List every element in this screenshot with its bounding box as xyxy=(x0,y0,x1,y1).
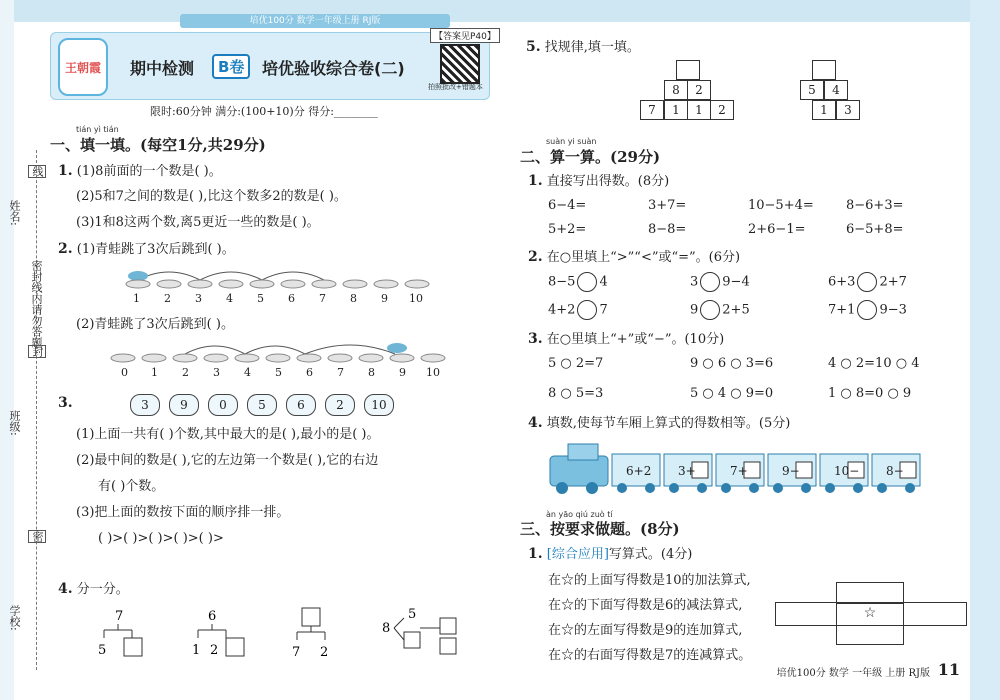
tick-label: 3 xyxy=(213,366,220,379)
lily-pad xyxy=(390,354,414,362)
s2q3-title: 在○里填上“+”或“−”。(10分) xyxy=(546,332,725,347)
tick-label: 0 xyxy=(121,366,128,379)
lily-pad xyxy=(421,354,445,362)
frog-icon xyxy=(387,343,407,353)
qr-code[interactable] xyxy=(440,44,480,84)
q3-b2: 有( )个数。 xyxy=(98,479,165,494)
pyramid-cell: 4 xyxy=(824,80,848,100)
seal-notice: 密封线内请勿答题 xyxy=(30,260,43,348)
tick-label: 2 xyxy=(182,366,189,379)
q2-a: (1)青蛙跳了3次后跳到( )。 xyxy=(76,242,235,257)
tick-label: 3 xyxy=(195,292,202,305)
wheel xyxy=(905,483,915,493)
lily-pad xyxy=(204,354,228,362)
lily-pad xyxy=(173,354,197,362)
exam-meta: 限时:60分钟 满分:(100+10)分 得分:________ xyxy=(150,105,378,118)
pyramid-cell: 1 xyxy=(664,100,688,120)
car-expression: 8− xyxy=(886,464,904,478)
left-frame xyxy=(0,0,14,700)
tick-label: 4 xyxy=(226,292,233,305)
pyramid-cell: 2 xyxy=(687,80,711,100)
tick-label: 5 xyxy=(257,292,264,305)
split-diagrams xyxy=(90,606,470,666)
lily-pad xyxy=(297,354,321,362)
wheel xyxy=(721,483,731,493)
svg-text:5: 5 xyxy=(408,607,417,622)
s3-title: 三、按要求做题。(8分) xyxy=(520,520,680,538)
answer-box-bottom[interactable] xyxy=(836,624,904,645)
number-pill: 3 xyxy=(130,394,160,416)
tick-label: 4 xyxy=(244,366,251,379)
volume-badge: B卷 xyxy=(212,54,250,79)
tick-label: 6 xyxy=(306,366,313,379)
lily-pad xyxy=(157,280,181,288)
lily-pad xyxy=(374,280,398,288)
svg-text:7: 7 xyxy=(292,645,301,660)
q3-number-pills xyxy=(130,394,394,416)
q4-title: 分一分。 xyxy=(76,582,129,597)
class-label: 班级: xyxy=(8,410,21,436)
right-frame xyxy=(970,0,1000,700)
car-expression: 10− xyxy=(834,464,860,478)
calc-item: 10−5+4= xyxy=(748,198,814,213)
s3q1-title: 写算式。(4分) xyxy=(608,547,693,562)
seal-line xyxy=(36,150,37,670)
pyramid-cell: 7 xyxy=(640,100,664,120)
q3-b: (2)最中间的数是( ),它的左边第一个数是( ),它的右边 xyxy=(76,453,379,468)
car-expression: 3+ xyxy=(678,464,696,478)
lily-pad xyxy=(126,280,150,288)
s2-title: 二、算一算。(29分) xyxy=(520,148,661,166)
wheel xyxy=(853,483,863,493)
compare-left: 7+1 xyxy=(828,302,856,318)
tick-label: 8 xyxy=(368,366,375,379)
s2q1-title: 直接写出得数。(8分) xyxy=(546,174,670,189)
wheel xyxy=(669,483,679,493)
wheel xyxy=(749,483,759,493)
compare-left: 3 xyxy=(690,274,699,290)
operator-item[interactable]: 5 ○ 2=7 xyxy=(548,356,604,371)
seal-mark-3: 密 xyxy=(28,530,46,543)
compare-right: 9−4 xyxy=(722,274,750,290)
lily-pad xyxy=(343,280,367,288)
q1-b: (2)5和7之间的数是( ),比这个数多2的数是( )。 xyxy=(76,189,347,204)
name-label: 姓名: xyxy=(8,200,21,226)
lily-pad xyxy=(359,354,383,362)
tick-label: 7 xyxy=(319,292,326,305)
wheel xyxy=(877,483,887,493)
s2q4-title: 填数,使每节车厢上算式的得数相等。(5分) xyxy=(546,416,791,431)
svg-text:8: 8 xyxy=(382,621,391,636)
compare-left: 9 xyxy=(690,302,699,318)
compare-circle[interactable] xyxy=(577,272,597,292)
s2q1-num: 1. xyxy=(528,173,543,189)
svg-text:2: 2 xyxy=(320,645,329,660)
pyramid-cell: 1 xyxy=(687,100,711,120)
lily-pad xyxy=(281,280,305,288)
tick-label: 9 xyxy=(381,292,388,305)
number-line-2 xyxy=(105,336,450,366)
q5-num: 5. xyxy=(526,39,541,55)
compare-right: 2+7 xyxy=(879,274,907,290)
svg-text:6: 6 xyxy=(208,609,217,624)
s2q2-title: 在○里填上“>”“<”或“=”。(6分) xyxy=(546,250,741,265)
calc-item: 8−6+3= xyxy=(846,198,904,213)
s3-line: 在☆的下面写得数是6的减法算式, xyxy=(548,598,743,613)
q3-order: ( )>( )>( )>( )>( )> xyxy=(98,531,224,546)
number-pill: 10 xyxy=(364,394,394,416)
number-pill: 6 xyxy=(286,394,316,416)
q5-title: 找规律,填一填。 xyxy=(544,40,640,55)
compare-circle[interactable] xyxy=(857,300,877,320)
calc-item: 3+7= xyxy=(648,198,687,213)
school-label: 学校: xyxy=(8,605,21,631)
pyramid-cell: 8 xyxy=(664,80,688,100)
tick-label: 2 xyxy=(164,292,171,305)
svg-text:5: 5 xyxy=(98,643,107,658)
tick-label: 5 xyxy=(275,366,282,379)
qr-caption: 拍照批改+错题本 xyxy=(428,83,483,91)
footer-text: 培优100分 数学 一年级 上册 RJ版 xyxy=(776,668,930,679)
operator-item[interactable]: 4 ○ 2=10 ○ 4 xyxy=(828,356,920,371)
number-pill: 0 xyxy=(208,394,238,416)
s3q1-num: 1. xyxy=(528,546,543,562)
number-pill: 2 xyxy=(325,394,355,416)
q3-a: (1)上面一共有( )个数,其中最大的是( ),最小的是( )。 xyxy=(76,427,380,442)
s3-pinyin: àn yāo qiú zuò tí xyxy=(546,510,613,519)
svg-text:1: 1 xyxy=(192,643,201,658)
lily-pad xyxy=(142,354,166,362)
pyramid-cell[interactable] xyxy=(676,60,700,80)
tick-label: 1 xyxy=(133,292,140,305)
compare-right: 7 xyxy=(599,302,608,318)
wheel xyxy=(825,483,835,493)
q3-num: 3. xyxy=(58,395,73,411)
lily-pad xyxy=(266,354,290,362)
tick-label: 10 xyxy=(409,292,423,305)
s2q3-num: 3. xyxy=(528,331,543,347)
operator-item[interactable]: 1 ○ 8=0 ○ 9 xyxy=(828,386,912,401)
calc-item: 8−8= xyxy=(648,222,687,237)
s2q2-num: 2. xyxy=(528,249,543,265)
wheel xyxy=(617,483,627,493)
q1-num: 1. xyxy=(58,163,73,179)
q4-num: 4. xyxy=(58,581,73,597)
lily-pad xyxy=(235,354,259,362)
compare-right: 4 xyxy=(599,274,608,290)
car-expression: 6+2 xyxy=(626,464,652,478)
q1-a: (1)8前面的一个数是( )。 xyxy=(76,164,222,179)
top-frame xyxy=(0,0,1000,22)
q2-num: 2. xyxy=(58,241,73,257)
tick-label: 1 xyxy=(151,366,158,379)
star-icon: ☆ xyxy=(836,602,904,624)
series-tag: 培优100分 数学一年级上册 RJ版 xyxy=(180,14,450,28)
s3-line: 在☆的上面写得数是10的加法算式, xyxy=(548,573,751,588)
compare-left: 4+2 xyxy=(548,302,576,318)
seal-mark: 线 xyxy=(28,165,46,178)
calc-item: 6−4= xyxy=(548,198,587,213)
answer-ref: 【答案见P40】 xyxy=(430,28,500,43)
svg-text:2: 2 xyxy=(210,643,219,658)
number-pill: 5 xyxy=(247,394,277,416)
operator-item[interactable]: 5 ○ 4 ○ 9=0 xyxy=(690,386,774,401)
page-number: 11 xyxy=(937,660,960,679)
compare-right: 2+5 xyxy=(722,302,750,318)
compare-circle[interactable] xyxy=(577,300,597,320)
brand-logo xyxy=(58,38,108,96)
s2q4-num: 4. xyxy=(528,415,543,431)
lily-pad xyxy=(188,280,212,288)
logo-text: 王朝霞 xyxy=(64,60,101,75)
pyramid-cell[interactable] xyxy=(812,60,836,80)
operator-item[interactable]: 8 ○ 5=3 xyxy=(548,386,604,401)
pyramid-cell: 2 xyxy=(710,100,734,120)
car-expression: 9− xyxy=(782,464,800,478)
car-expression: 7+ xyxy=(730,464,748,478)
s3-line: 在☆的左面写得数是9的连加算式, xyxy=(548,623,743,638)
compare-circle[interactable] xyxy=(700,300,720,320)
tick-label: 7 xyxy=(337,366,344,379)
pyramid-cell: 1 xyxy=(812,100,836,120)
lily-pad xyxy=(111,354,135,362)
lily-pad xyxy=(250,280,274,288)
seal-mark-2: 封 xyxy=(28,345,46,358)
compare-left: 8−5 xyxy=(548,274,576,290)
q2-b: (2)青蛙跳了3次后跳到( )。 xyxy=(76,317,234,332)
s1-pinyin: tián yì tián xyxy=(76,125,119,134)
s3q1-tag: [综合应用] xyxy=(546,547,609,562)
q3-c: (3)把上面的数按下面的顺序排一排。 xyxy=(76,505,290,520)
calc-item: 5+2= xyxy=(548,222,587,237)
s2-pinyin: suàn yi suàn xyxy=(546,137,597,146)
compare-circle[interactable] xyxy=(857,272,877,292)
pyramid-cell: 3 xyxy=(836,100,860,120)
wheel xyxy=(801,483,811,493)
calc-item: 2+6−1= xyxy=(748,222,806,237)
answer-box-top[interactable] xyxy=(836,582,904,604)
compare-left: 6+3 xyxy=(828,274,856,290)
q1-c: (3)1和8这两个数,离5更近一些的数是( )。 xyxy=(76,215,320,230)
s3-line: 在☆的右面写得数是7的连减算式。 xyxy=(548,648,752,663)
lily-pad xyxy=(405,280,429,288)
tick-label: 6 xyxy=(288,292,295,305)
tick-label: 9 xyxy=(399,366,406,379)
wheel xyxy=(773,483,783,493)
paper-title: 培优验收综合卷(二) xyxy=(262,59,405,78)
exam-label: 期中检测 xyxy=(130,59,195,78)
compare-circle[interactable] xyxy=(700,272,720,292)
tick-label: 8 xyxy=(350,292,357,305)
pyramid-1 xyxy=(640,60,740,120)
lily-pad xyxy=(312,280,336,288)
compare-right: 9−3 xyxy=(879,302,907,318)
operator-item[interactable]: 9 ○ 6 ○ 3=6 xyxy=(690,356,774,371)
wheel xyxy=(697,483,707,493)
wheel xyxy=(645,483,655,493)
lily-pad xyxy=(328,354,352,362)
calc-item: 6−5+8= xyxy=(846,222,904,237)
number-pill: 9 xyxy=(169,394,199,416)
tick-label: 10 xyxy=(426,366,440,379)
pyramid-cell: 5 xyxy=(800,80,824,100)
split-top: 7 xyxy=(115,609,124,624)
lily-pad xyxy=(219,280,243,288)
pyramid-2 xyxy=(800,60,880,120)
number-line-1 xyxy=(110,262,440,307)
s1-title: 一、填一填。(每空1分,共29分) xyxy=(50,136,266,154)
